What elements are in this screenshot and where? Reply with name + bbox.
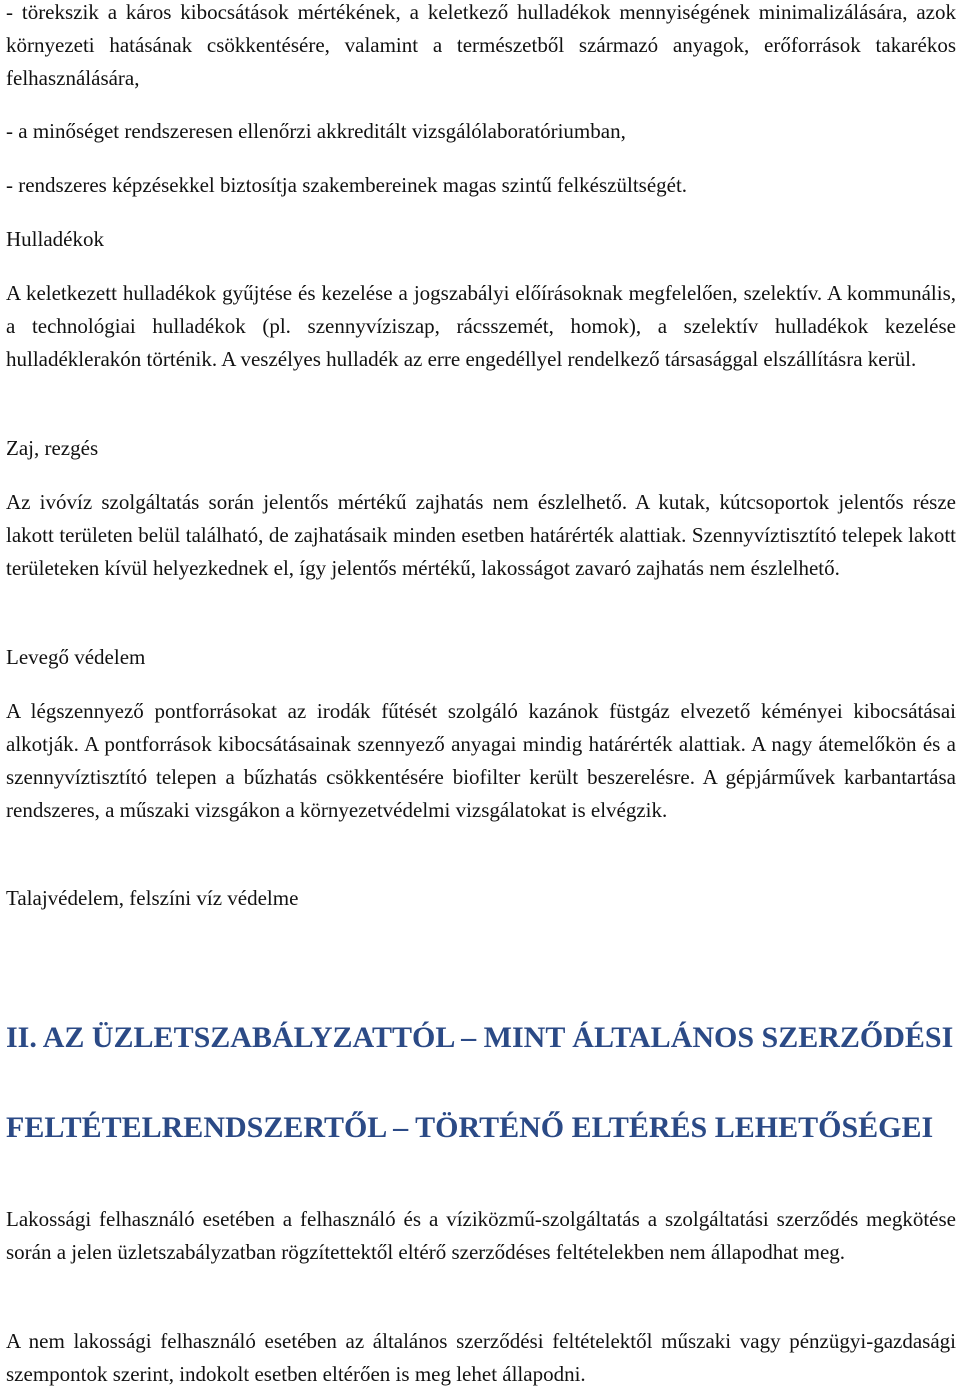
- section-title-hulladekok: Hulladékok: [6, 227, 104, 251]
- chapter-heading-line1: II. AZ ÜZLETSZABÁLYZATTÓL – MINT ÁLTALÁNOS SZERZŐDÉSI: [6, 1021, 954, 1054]
- section-title-zaj: Zaj, rezgés: [6, 436, 99, 460]
- section-body-hulladekok: A keletkezett hulladékok gyűjtése és kezelése a jogszabályi előírásoknak megfelelően, szelektív. A kommunális, a technológiai hulladékok (pl. szennyvíziszap, rácsszemét, homok), a szelektív hulladékok kezelése hulladéklerakón történik. A veszélyes hulladék az erre engedéllyel rendelkező társasággal elszállításra kerül.: [6, 281, 956, 371]
- section-body-zaj: Az ivóvíz szolgáltatás során jelentős mértékű zajhatás nem észlelhető. A kutak, kútcsoportok jelentős része lakott területen belül található, de zajhatásaik minden esetben határérték alattiak. Szennyvíztisztító telepek lakott területeken kívül helyezkednek el, így jelentős mértékű, lakosságot zavaró zajhatás nem észlelhető.: [6, 490, 956, 580]
- intro-list-item: - rendszeres képzésekkel biztosítja szakembereinek magas szintű felkészültségét.: [6, 173, 688, 197]
- chapter-paragraph: A nem lakossági felhasználó esetében az általános szerződési feltételektől műszaki vagy pénzügyi-gazdasági szempontok szerint, indokolt esetben eltérően is meg lehet állapodni.: [6, 1329, 956, 1386]
- section-title-levego: Levegő védelem: [6, 645, 146, 669]
- intro-list-item: - törekszik a káros kibocsátások mértékének, a keletkező hulladékok mennyiségének minimalizálására, azok környezeti hatásának csökkentésére, valamint a természetből származó anyagok, erőforrások takarékos felhasználására,: [6, 0, 956, 90]
- intro-list-item: - a minőséget rendszeresen ellenőrzi akkreditált vizsgálólaboratóriumban,: [6, 119, 626, 143]
- section-body-levego: A légszennyező pontforrásokat az irodák fűtését szolgáló kazánok füstgáz elvezető kéményei kibocsátásai alkotják. A pontforrások kibocsátásainak szennyező anyagai mindig határérték alattiak. A nagy átemelőkön és a szennyvíztisztító telepen a bűzhatás csökkentésére biofilter került beszerelésre. A gépjárművek karbantartása rendszeres, a műszaki vizsgákon a környezetvédelmi vizsgálatokat is elvégzik.: [6, 699, 956, 822]
- chapter-paragraph: Lakossági felhasználó esetében a felhasználó és a víziközmű-szolgáltatás a szolgáltatási szerződés megkötése során a jelen üzletszabályzatban rögzítettektől eltérő szerződéses feltételekben nem állapodhat meg.: [6, 1207, 956, 1264]
- section-title-talajvedelem: Talajvédelem, felszíni víz védelme: [6, 886, 299, 910]
- chapter-heading-line2: FELTÉTELRENDSZERTŐL – TÖRTÉNŐ ELTÉRÉS LEHETŐSÉGEI: [6, 1111, 934, 1144]
